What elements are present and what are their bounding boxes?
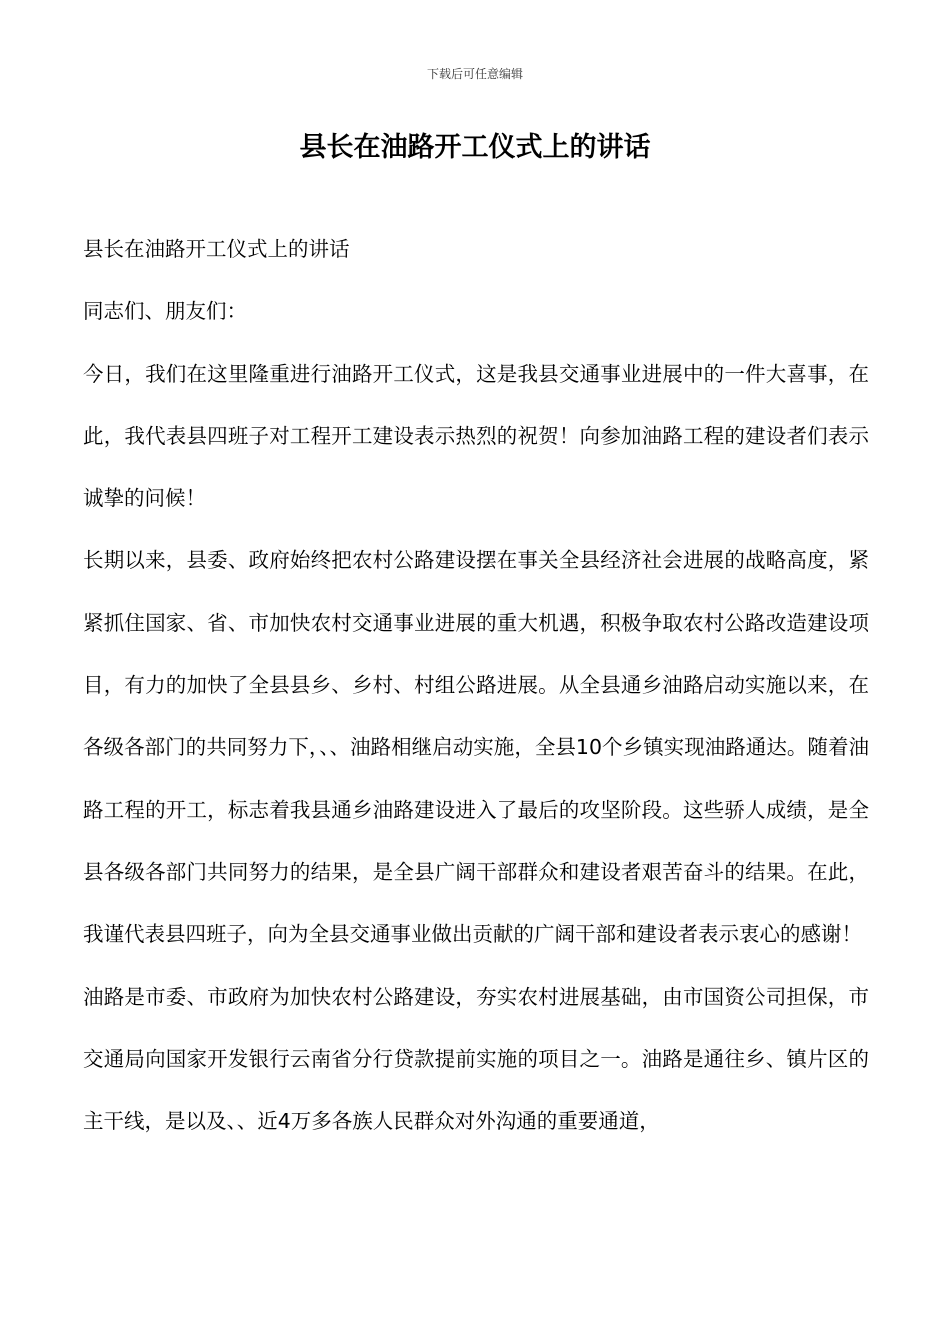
paragraph: 今日，我们在这里隆重进行油路开工仪式，这是我县交通事业进展中的一件大喜事，在此，我代表县四班子对工程开工建设表示热烈的祝贺！向参加油路工程的建设者们表示诚挚的问候！ [83,361,869,511]
paragraph: 长期以来，县委、政府始终把农村公路建设摆在事关全县经济社会进展的战略高度，紧紧抓住国家、省、市加快农村交通事业进展的重大机遇，积极争取农村公路改造建设项目，有力的加快了全县县乡、乡村、村组公路进展。从全县通乡油路启动实施以来，在各级各部门的共同努力下，、、油路相继启动实施，全县10个乡镇实现油路通达。随着油路工程的开工，标志着我县通乡油路建设进入了最后的攻坚阶段。这些骄人成绩，是全县各级各部门共同努力的结果，是全县广阔干部群众和建设者艰苦奋斗的结果。在此，我谨代表县四班子，向为全县交通事业做出贡献的广阔干部和建设者表示衷心的感谢！ [83,548,869,947]
paragraph: 油路是市委、市政府为加快农村公路建设，夯实农村进展基础，由市国资公司担保，市交通局向国家开发银行云南省分行贷款提前实施的项目之一。油路是通往乡、镇片区的主干线，是以及、、近4万多各族人民群众对外沟通的重要通道， [83,984,869,1134]
document-title: 县长在油路开工仪式上的讲话 [299,132,651,163]
paragraph-subtitle: 县长在油路开工仪式上的讲话 [83,237,350,261]
document-body [83,218,869,1152]
paragraph-salutation: 同志们、朋友们： [83,299,247,324]
header-note: 下载后可任意编辑 [426,67,523,81]
